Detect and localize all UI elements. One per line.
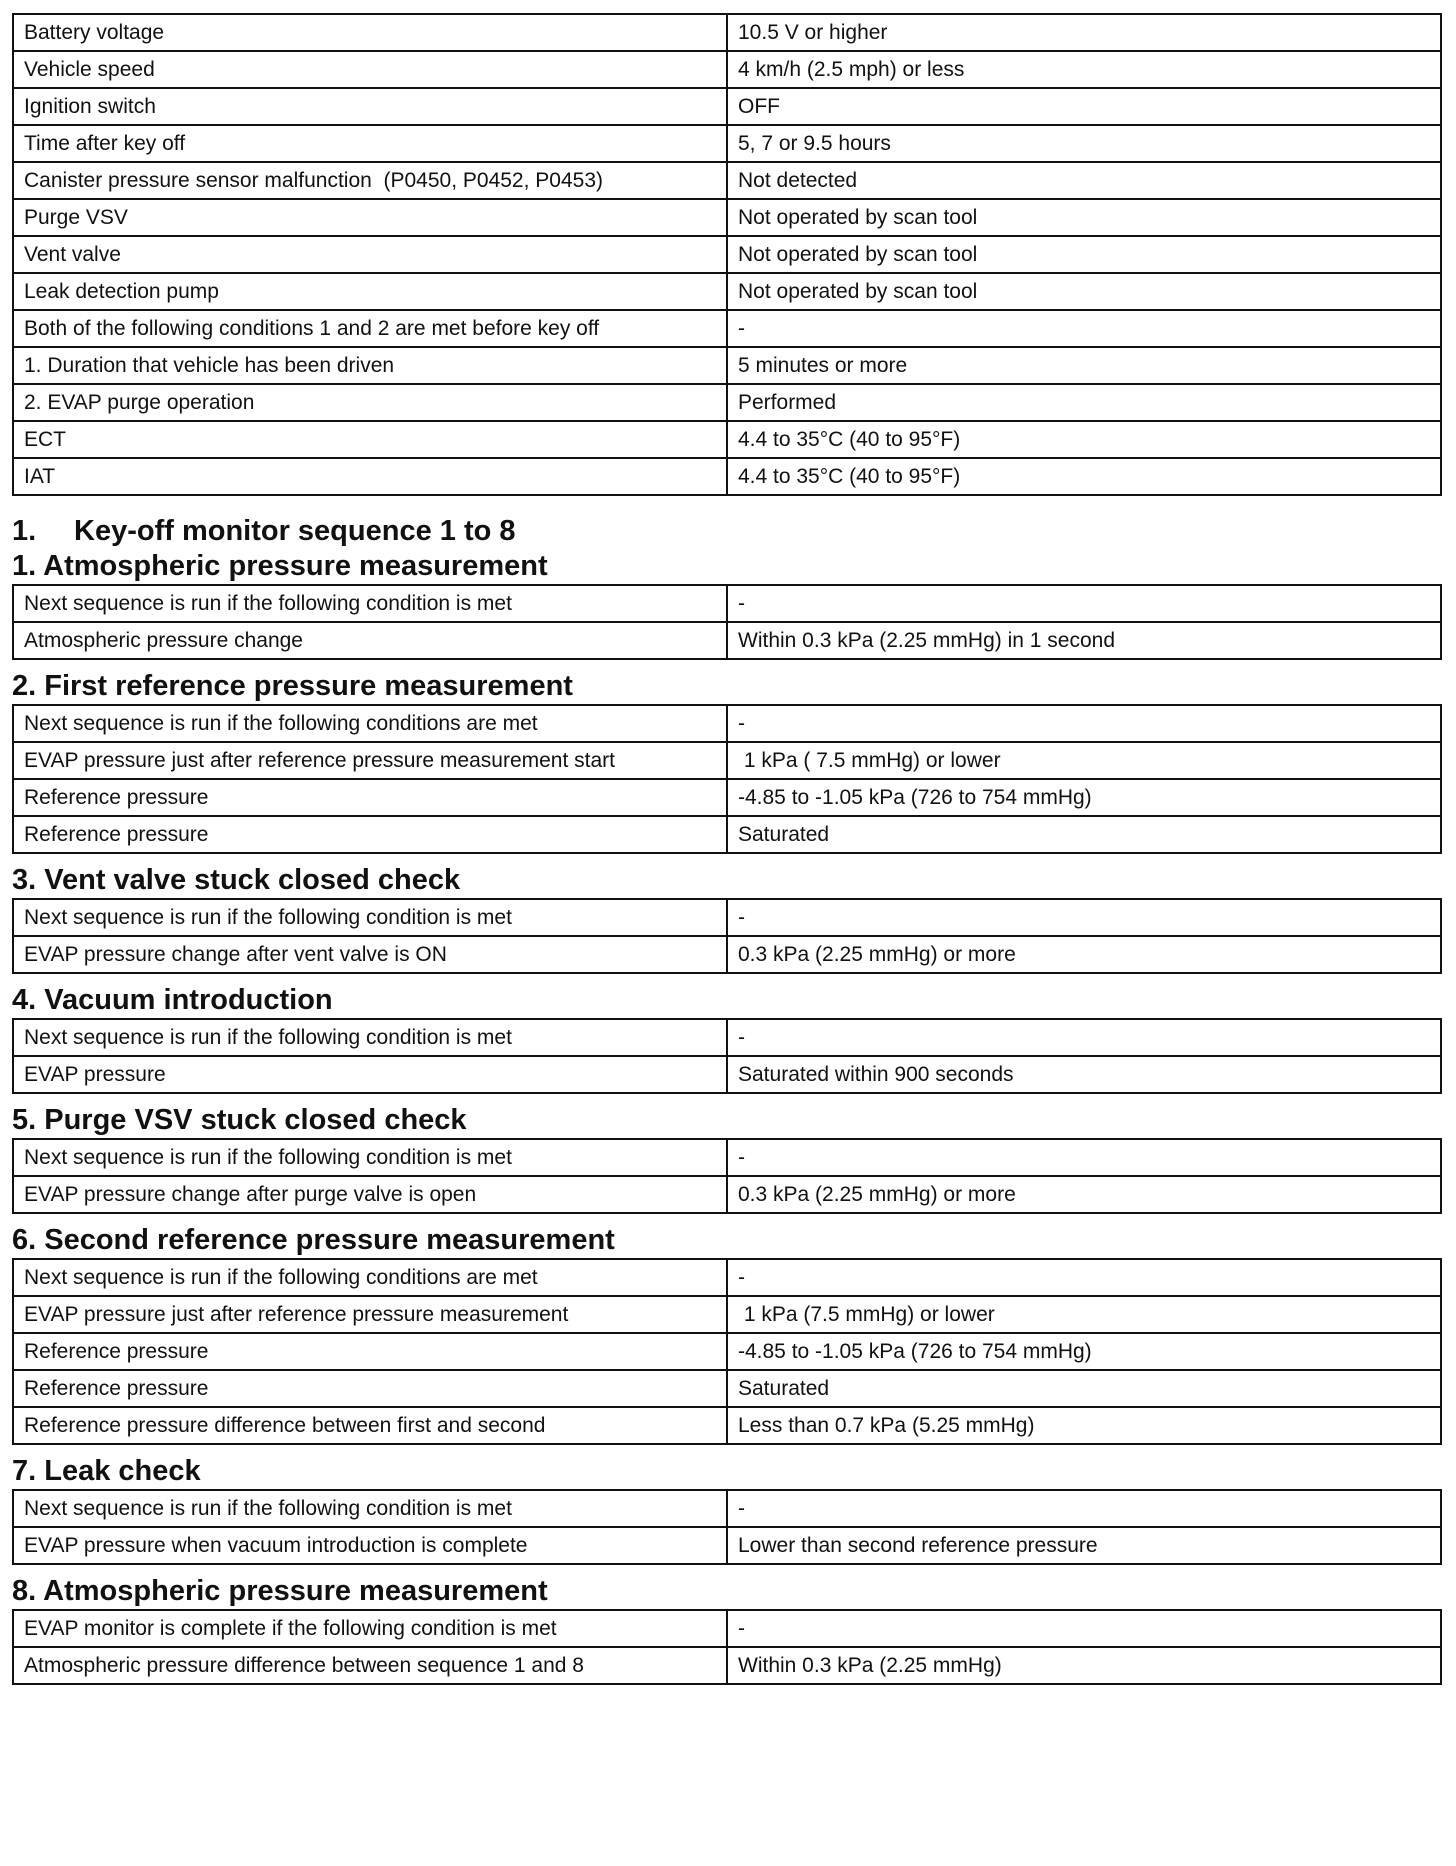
section-title: 5. Purge VSV stuck closed check [12,1104,467,1136]
condition-value: 4.4 to 35°C (40 to 95°F) [727,421,1441,458]
condition-value: - [727,899,1441,936]
condition-label: Reference pressure [13,1370,727,1407]
condition-value: 5 minutes or more [727,347,1441,384]
table-row [13,162,1441,199]
table-row [13,816,1441,853]
condition-value: Saturated [727,1370,1441,1407]
sequence-sections [12,548,1440,1685]
condition-value: 1 kPa ( 7.5 mmHg) or lower [727,742,1441,779]
table-row [13,273,1441,310]
condition-label: EVAP pressure when vacuum introduction is complete [13,1527,727,1564]
section-table [12,584,1442,660]
table-row [13,1370,1441,1407]
sequence-heading [12,514,1440,548]
table-row [13,421,1441,458]
condition-label: Atmospheric pressure difference between sequence 1 and 8 [13,1647,727,1684]
condition-label: EVAP pressure just after reference pressure measurement start [13,742,727,779]
condition-value: Not detected [727,162,1441,199]
section-title: 8. Atmospheric pressure measurement [12,1575,548,1607]
condition-value: - [727,310,1441,347]
condition-label: Vent valve [13,236,727,273]
condition-label: Reference pressure difference between first and second [13,1407,727,1444]
table-row [13,936,1441,973]
table-row [13,384,1441,421]
condition-value: - [727,1490,1441,1527]
table-row [13,585,1441,622]
condition-label: Reference pressure [13,816,727,853]
table-row [13,1333,1441,1370]
condition-value: -4.85 to -1.05 kPa (726 to 754 mmHg) [727,779,1441,816]
condition-value: - [727,1610,1441,1647]
condition-label: Next sequence is run if the following conditions are met [13,705,727,742]
sequence-section [12,862,1440,974]
table-row [13,1610,1441,1647]
condition-value: Performed [727,384,1441,421]
sequence-section [12,1222,1440,1445]
condition-value: - [727,705,1441,742]
section-title: 6. Second reference pressure measurement [12,1224,615,1256]
sequence-section [12,1573,1440,1685]
table-row [13,51,1441,88]
condition-label: Time after key off [13,125,727,162]
condition-value: 4.4 to 35°C (40 to 95°F) [727,458,1441,495]
condition-label: EVAP pressure [13,1056,727,1093]
section-table [12,1018,1442,1094]
condition-label: Purge VSV [13,199,727,236]
table-row [13,347,1441,384]
section-table [12,704,1442,854]
condition-label: Next sequence is run if the following condition is met [13,1019,727,1056]
table-row [13,125,1441,162]
condition-value: Within 0.3 kPa (2.25 mmHg) in 1 second [727,622,1441,659]
section-title: 2. First reference pressure measurement [12,670,573,702]
condition-value: 4 km/h (2.5 mph) or less [727,51,1441,88]
document-page [12,13,1440,1685]
condition-value: Lower than second reference pressure [727,1527,1441,1564]
section-title: 4. Vacuum introduction [12,984,333,1016]
section-table [12,1138,1442,1214]
condition-value: - [727,1139,1441,1176]
table-row [13,236,1441,273]
condition-label: Next sequence is run if the following conditions are met [13,1259,727,1296]
condition-value: 10.5 V or higher [727,14,1441,51]
table-row [13,458,1441,495]
sequence-heading-title: Key-off monitor sequence 1 to 8 [74,515,516,547]
condition-value: Within 0.3 kPa (2.25 mmHg) [727,1647,1441,1684]
condition-label: Battery voltage [13,14,727,51]
condition-value: 0.3 kPa (2.25 mmHg) or more [727,1176,1441,1213]
condition-value: Less than 0.7 kPa (5.25 mmHg) [727,1407,1441,1444]
table-row [13,1019,1441,1056]
condition-value: - [727,1259,1441,1296]
condition-label: Leak detection pump [13,273,727,310]
sequence-section [12,668,1440,854]
condition-value: Saturated within 900 seconds [727,1056,1441,1093]
condition-value: Not operated by scan tool [727,273,1441,310]
condition-label: IAT [13,458,727,495]
table-row [13,310,1441,347]
table-row [13,14,1441,51]
table-row [13,622,1441,659]
condition-label: EVAP pressure change after purge valve is open [13,1176,727,1213]
condition-label: Vehicle speed [13,51,727,88]
condition-value: OFF [727,88,1441,125]
table-row [13,1259,1441,1296]
condition-label: 1. Duration that vehicle has been driven [13,347,727,384]
condition-label: Reference pressure [13,779,727,816]
condition-label: Next sequence is run if the following condition is met [13,1490,727,1527]
sequence-section [12,548,1440,660]
condition-value: Not operated by scan tool [727,236,1441,273]
table-row [13,705,1441,742]
section-table [12,898,1442,974]
section-title: 7. Leak check [12,1455,201,1487]
table-row [13,1490,1441,1527]
section-title: 1. Atmospheric pressure measurement [12,550,548,582]
table-row [13,1056,1441,1093]
table-row [13,88,1441,125]
condition-value: -4.85 to -1.05 kPa (726 to 754 mmHg) [727,1333,1441,1370]
table-row [13,742,1441,779]
condition-label: 2. EVAP purge operation [13,384,727,421]
sequence-heading-number: 1. [12,515,37,547]
condition-label: Canister pressure sensor malfunction (P0450, P0452, P0453) [13,162,727,199]
table-row [13,779,1441,816]
condition-label: ECT [13,421,727,458]
section-table [12,1609,1442,1685]
sequence-section [12,982,1440,1094]
condition-label: Atmospheric pressure change [13,622,727,659]
table-row [13,1296,1441,1333]
section-title: 3. Vent valve stuck closed check [12,864,461,896]
condition-label: EVAP monitor is complete if the following condition is met [13,1610,727,1647]
condition-label: Reference pressure [13,1333,727,1370]
conditions-table [12,13,1442,496]
table-row [13,199,1441,236]
condition-value: 0.3 kPa (2.25 mmHg) or more [727,936,1441,973]
sequence-section [12,1453,1440,1565]
condition-label: Ignition switch [13,88,727,125]
condition-value: - [727,1019,1441,1056]
condition-label: Next sequence is run if the following condition is met [13,585,727,622]
table-row [13,899,1441,936]
condition-value: Not operated by scan tool [727,199,1441,236]
condition-label: EVAP pressure change after vent valve is ON [13,936,727,973]
condition-label: Both of the following conditions 1 and 2 are met before key off [13,310,727,347]
condition-value: - [727,585,1441,622]
table-row [13,1527,1441,1564]
table-row [13,1407,1441,1444]
condition-value: 5, 7 or 9.5 hours [727,125,1441,162]
condition-value: Saturated [727,816,1441,853]
sequence-section [12,1102,1440,1214]
section-table [12,1258,1442,1445]
table-row [13,1176,1441,1213]
table-row [13,1647,1441,1684]
condition-label: EVAP pressure just after reference pressure measurement [13,1296,727,1333]
condition-label: Next sequence is run if the following condition is met [13,1139,727,1176]
condition-value: 1 kPa (7.5 mmHg) or lower [727,1296,1441,1333]
section-table [12,1489,1442,1565]
table-row [13,1139,1441,1176]
condition-label: Next sequence is run if the following condition is met [13,899,727,936]
